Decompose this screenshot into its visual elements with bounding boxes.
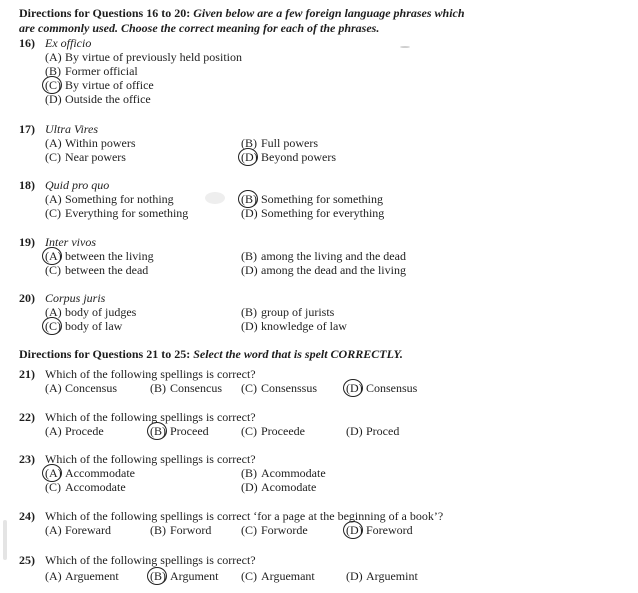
option-b-circled-answer: (B) Proceed	[150, 424, 209, 438]
directions-2	[19, 347, 403, 361]
option-c: (C) Near powers	[45, 150, 126, 164]
option-d: (D) Something for everything	[241, 206, 385, 220]
option-b: (B) among the living and the dead	[241, 249, 406, 263]
option-a-circled-answer: (A) Accommodate	[45, 466, 135, 480]
option-a: (A) Within powers	[45, 136, 136, 150]
option-d: (D) Proced	[346, 424, 400, 438]
question-text: Which of the following spellings is correct?	[45, 452, 256, 466]
option-b-circled-answer: (B) Something for something	[241, 192, 383, 206]
option-c: (C) Consenssus	[241, 381, 318, 395]
scan-speck	[400, 46, 410, 48]
option-a: (A) Something for nothing	[45, 192, 174, 206]
option-c: (C) Forworde	[241, 523, 308, 537]
directions-1-heading: Directions for Questions 16 to 20:	[19, 6, 191, 20]
question-number: 20)	[19, 291, 35, 305]
directions-1-line2	[19, 21, 379, 35]
question-text: Inter vivos	[45, 235, 96, 249]
option-d-circled-answer: (D) Consensus	[346, 381, 418, 395]
option-d-circled-answer: (D) Beyond powers	[241, 150, 336, 164]
option-a: (A) Foreward	[45, 523, 111, 537]
option-a: (A) By virtue of previously held position	[45, 50, 242, 64]
question-text: Ex officio	[45, 36, 92, 50]
option-d: (D) Outside the office	[45, 92, 151, 106]
option-d: (D) knowledge of law	[241, 319, 347, 333]
option-a: (A) Concensus	[45, 381, 117, 395]
option-b: (B) Full powers	[241, 136, 318, 150]
question-text: Corpus juris	[45, 291, 106, 305]
option-b: (B) Former official	[45, 64, 138, 78]
question-text: Which of the following spellings is correct?	[45, 367, 256, 381]
question-text: Which of the following spellings is correct ‘for a page at the beginning of a book’?	[45, 509, 444, 523]
directions-1-text: Given below are a few foreign language phrases which	[190, 6, 465, 20]
option-d: (D) Arguemint	[346, 569, 418, 583]
question-number: 16)	[19, 36, 35, 50]
option-b-circled-answer: (B) Argument	[150, 569, 219, 583]
option-a: (A) body of judges	[45, 305, 137, 319]
question-number: 19)	[19, 235, 35, 249]
directions-1-line1	[19, 6, 465, 20]
option-b: (B) group of jurists	[241, 305, 335, 319]
option-d-circled-answer: (D) Foreword	[346, 523, 413, 537]
scan-speck	[205, 192, 225, 204]
question-number: 17)	[19, 122, 35, 136]
directions-1-text-cont: are commonly used. Choose the correct meaning for each of the phrases.	[19, 21, 380, 35]
question-text: Ultra Vires	[45, 122, 98, 136]
option-b: (B) Acommodate	[241, 466, 326, 480]
option-a: (A) Procede	[45, 424, 104, 438]
option-c: (C) Accomodate	[45, 480, 126, 494]
option-c-circled-answer: (C) body of law	[45, 319, 123, 333]
directions-2-heading: Directions for Questions 21 to 25:	[19, 347, 191, 361]
question-text: Which of the following spellings is correct?	[45, 553, 256, 567]
option-a-circled-answer: (A) between the living	[45, 249, 154, 263]
option-b: (B) Consencus	[150, 381, 222, 395]
option-b: (B) Forword	[150, 523, 212, 537]
question-number: 22)	[19, 410, 35, 424]
option-d: (D) Acomodate	[241, 480, 317, 494]
option-d: (D) among the dead and the living	[241, 263, 406, 277]
option-c: (C) Proceede	[241, 424, 305, 438]
scan-speck	[3, 520, 7, 560]
question-number: 21)	[19, 367, 35, 381]
question-number: 25)	[19, 553, 35, 567]
directions-2-text: Select the word that is spelt CORRECTLY.	[190, 347, 403, 361]
option-c: (C) Arguemant	[241, 569, 315, 583]
option-c-circled-answer: (C) By virtue of office	[45, 78, 154, 92]
question-text: Which of the following spellings is correct?	[45, 410, 256, 424]
option-c: (C) Everything for something	[45, 206, 189, 220]
question-number: 23)	[19, 452, 35, 466]
option-c: (C) between the dead	[45, 263, 149, 277]
option-a: (A) Arguement	[45, 569, 119, 583]
question-text: Quid pro quo	[45, 178, 110, 192]
question-number: 24)	[19, 509, 35, 523]
question-number: 18)	[19, 178, 35, 192]
